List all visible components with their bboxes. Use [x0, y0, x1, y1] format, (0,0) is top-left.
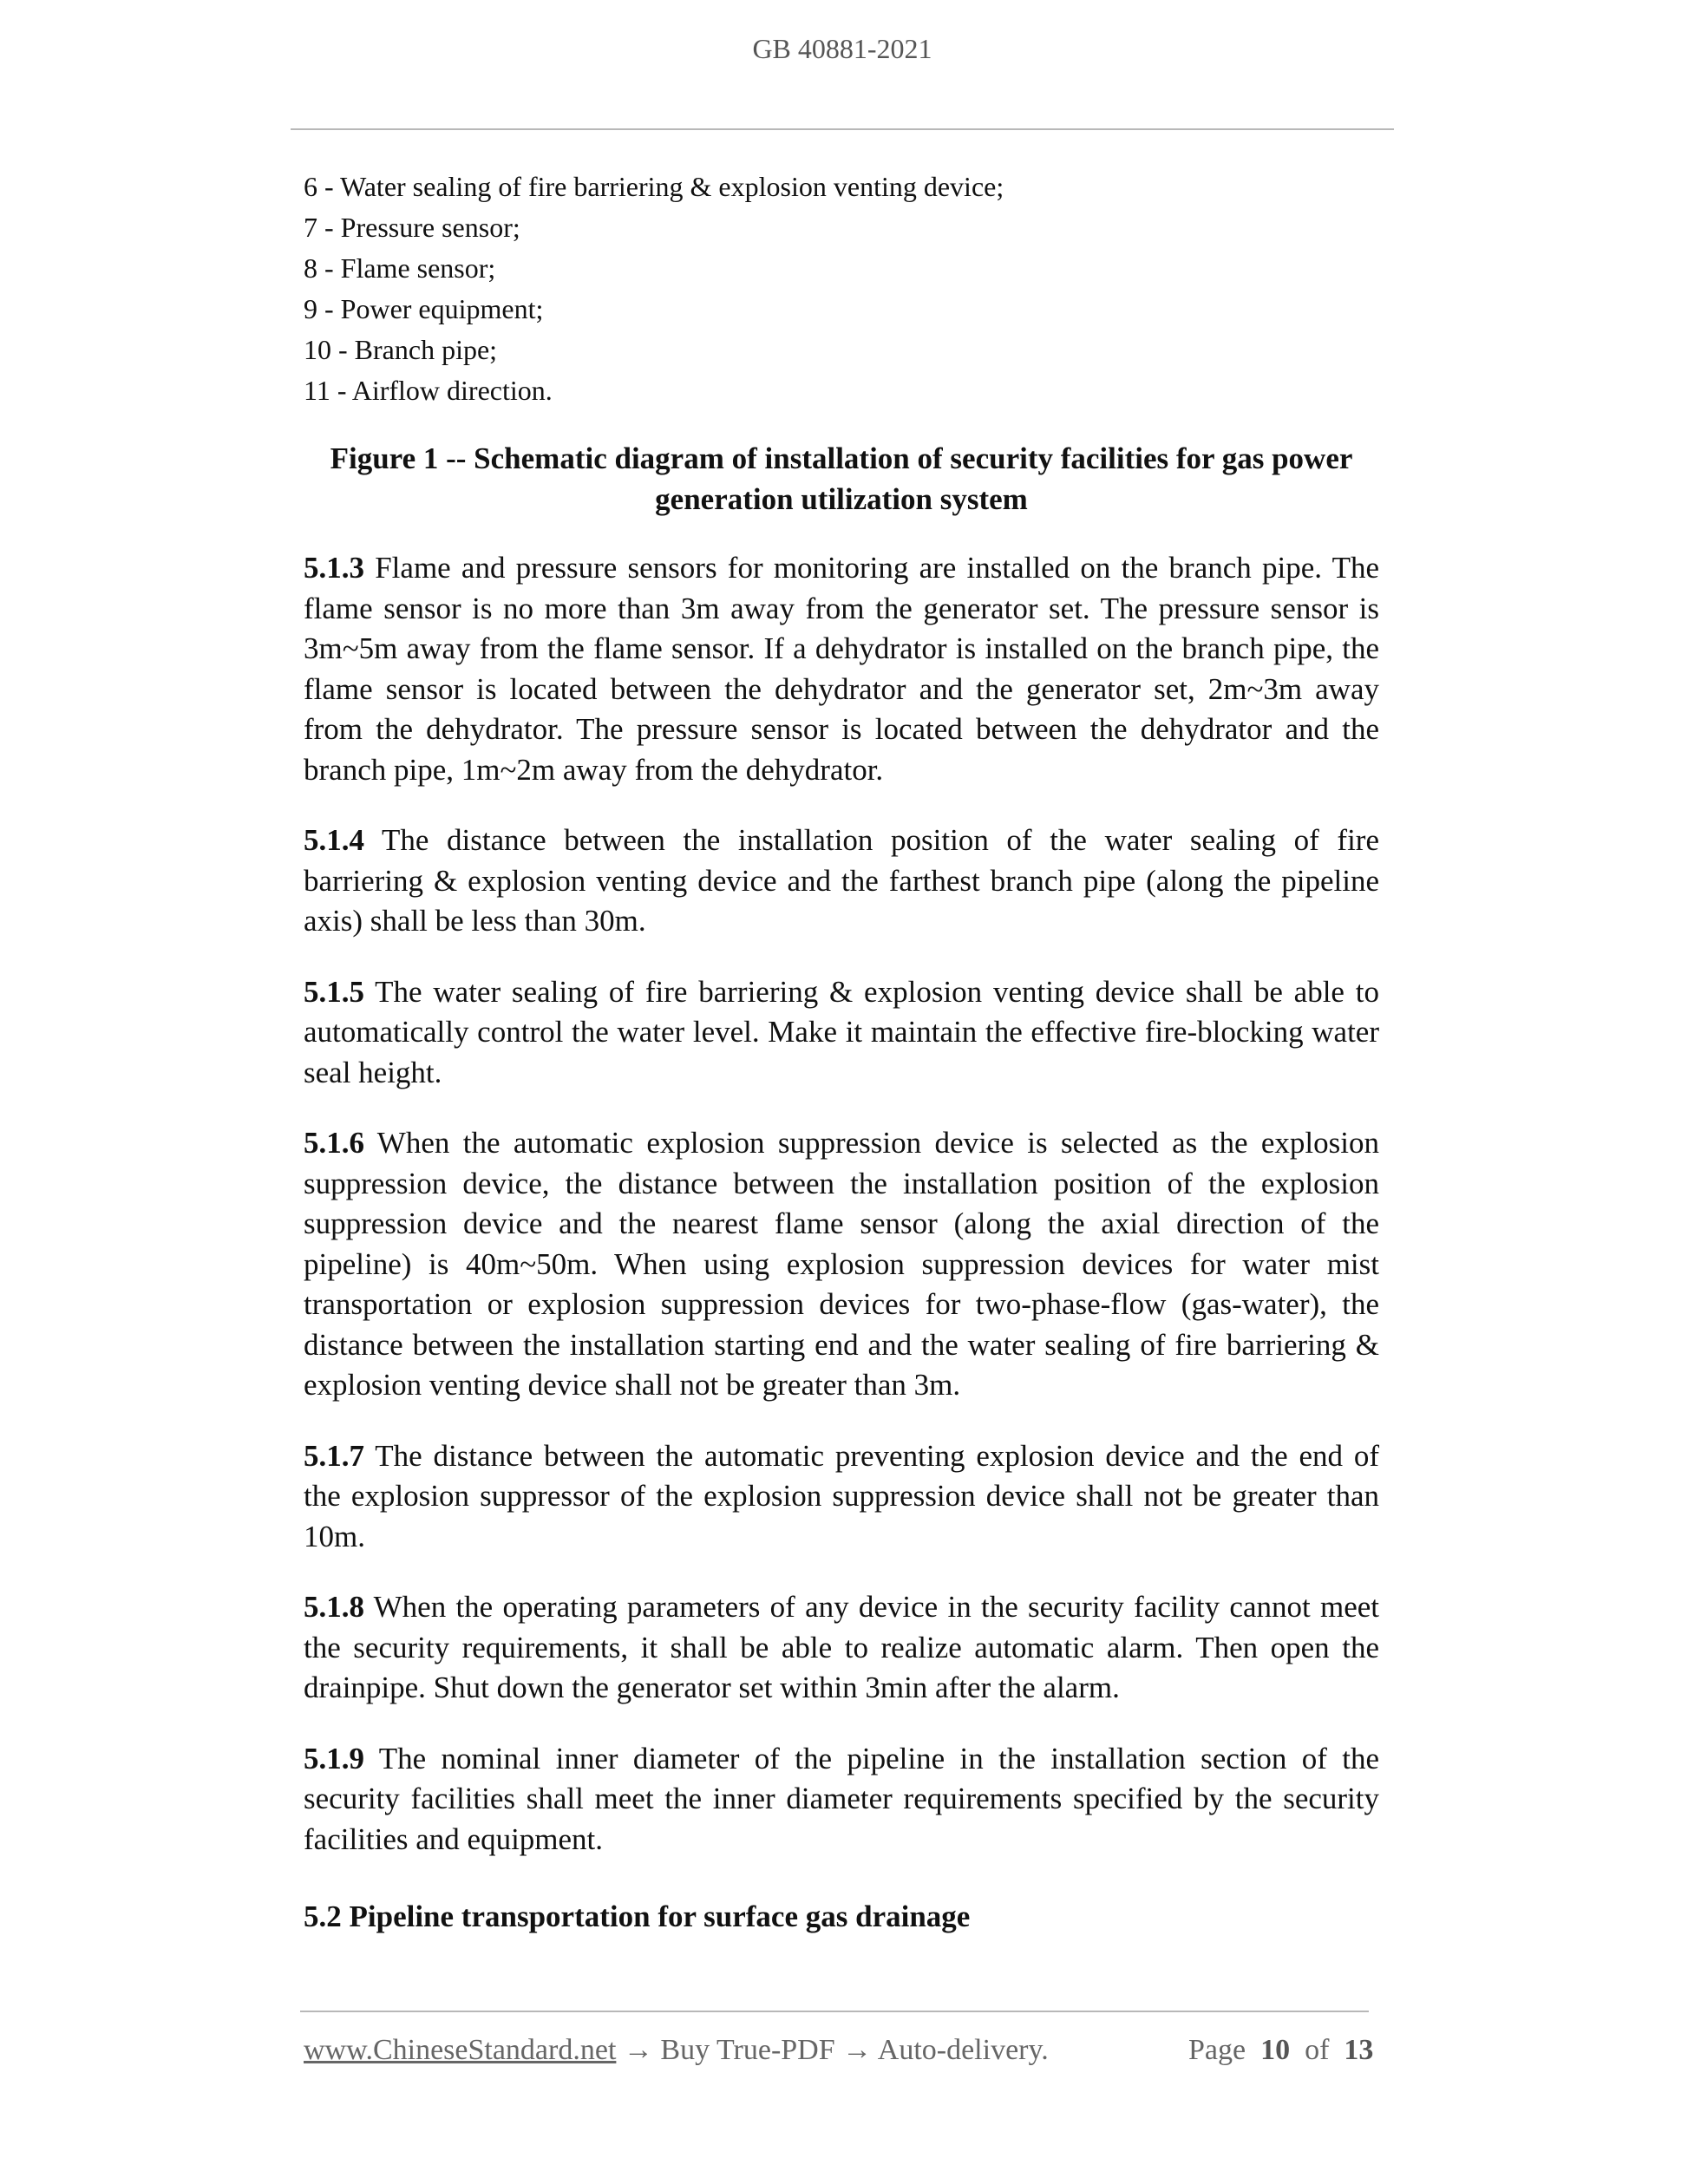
clause-number: 5.1.6: [304, 1126, 364, 1160]
clause-5-1-9: [304, 1739, 1379, 1860]
clause-text: The distance between the installation position of the water sealing of fire barriering & explosion venting device and the farthest branch pipe (along the pipeline axis) shall be less than 30m.: [304, 823, 1379, 938]
legend-item: 9 - Power equipment;: [304, 293, 544, 324]
figure-caption-line: generation utilization system: [655, 482, 1028, 516]
clause-number: 5.1.9: [304, 1741, 364, 1775]
clause-5-1-8: [304, 1587, 1379, 1709]
body-text: [304, 548, 1379, 1890]
page-of-label: of: [1305, 2034, 1330, 2066]
clause-text: When the automatic explosion suppression device is selected as the explosion suppression device, the distance between the installation position of the explosion suppression device and the nearest flame sensor (along the axial direction of the pipeline) is 40m~50m. When using explosion suppression devices for water mist transportation or explosion suppression devices for two-phase-flow (gas-water), the distance between the installation starting end and the water sealing of fire barriering & explosion venting device shall not be greater than 3m.: [304, 1126, 1379, 1402]
page-label: Page: [1188, 2034, 1246, 2066]
footer-tail-text: → Buy True-PDF → Auto-delivery.: [616, 2034, 1049, 2066]
section-heading: 5.2 Pipeline transportation for surface gas drainage: [304, 1900, 971, 1933]
page-indicator: [1188, 2033, 1373, 2068]
legend-item: 8 - Flame sensor;: [304, 252, 496, 284]
clause-number: 5.1.4: [304, 823, 364, 857]
legend-item: 10 - Branch pipe;: [304, 334, 498, 365]
clause-text: The nominal inner diameter of the pipeline in the installation section of the security facilities shall meet the inner diameter requirements specified by the security facilities and equipment.: [304, 1741, 1379, 1856]
legend-item: 11 - Airflow direction.: [304, 375, 553, 406]
clause-5-1-4: [304, 821, 1379, 942]
header-divider: [291, 128, 1394, 130]
clause-text: The distance between the automatic preventing explosion device and the end of the explosion suppressor of the explosion suppression device shall not be greater than 10m.: [304, 1438, 1379, 1553]
legend-item: 6 - Water sealing of fire barriering & explosion venting device;: [304, 171, 1004, 202]
site-link[interactable]: www.ChineseStandard.net: [304, 2034, 617, 2066]
figure-legend: [304, 167, 1431, 411]
clause-5-1-6: [304, 1123, 1379, 1406]
clause-5-1-3: [304, 548, 1379, 790]
clause-5-1-5: [304, 972, 1379, 1094]
footer-promo: [304, 2033, 1049, 2068]
running-header: GB 40881-2021: [752, 33, 932, 64]
page-total: 13: [1344, 2034, 1374, 2066]
footer-divider: [300, 2011, 1369, 2012]
clause-number: 5.1.3: [304, 551, 364, 585]
clause-5-1-7: [304, 1436, 1379, 1558]
figure-caption-line: Figure 1 -- Schematic diagram of installation of security facilities for gas power: [330, 441, 1353, 475]
page-current: 10: [1260, 2034, 1291, 2066]
clause-text: When the operating parameters of any device in the security facility cannot meet the security requirements, it shall be able to realize automatic alarm. Then open the drainpipe. Shut down the generator set within 3min after the alarm.: [304, 1590, 1379, 1704]
clause-text: Flame and pressure sensors for monitoring are installed on the branch pipe. The flame sensor is no more than 3m away from the generator set. The pressure sensor is 3m~5m away from the flame sensor. If a dehydrator is installed on the branch pipe, the flame sensor is located between the dehydrator and the generator set, 2m~3m away from the dehydrator. The pressure sensor is located between the dehydrator and the branch pipe, 1m~2m away from the dehydrator.: [304, 551, 1379, 787]
clause-number: 5.1.5: [304, 974, 364, 1009]
clause-number: 5.1.7: [304, 1438, 364, 1473]
clause-text: The water sealing of fire barriering & explosion venting device shall be able to automatically control the water level. Make it maintain the effective fire-blocking water seal height.: [304, 974, 1379, 1089]
legend-item: 7 - Pressure sensor;: [304, 212, 520, 243]
figure-caption: [304, 438, 1379, 520]
clause-number: 5.1.8: [304, 1590, 364, 1624]
